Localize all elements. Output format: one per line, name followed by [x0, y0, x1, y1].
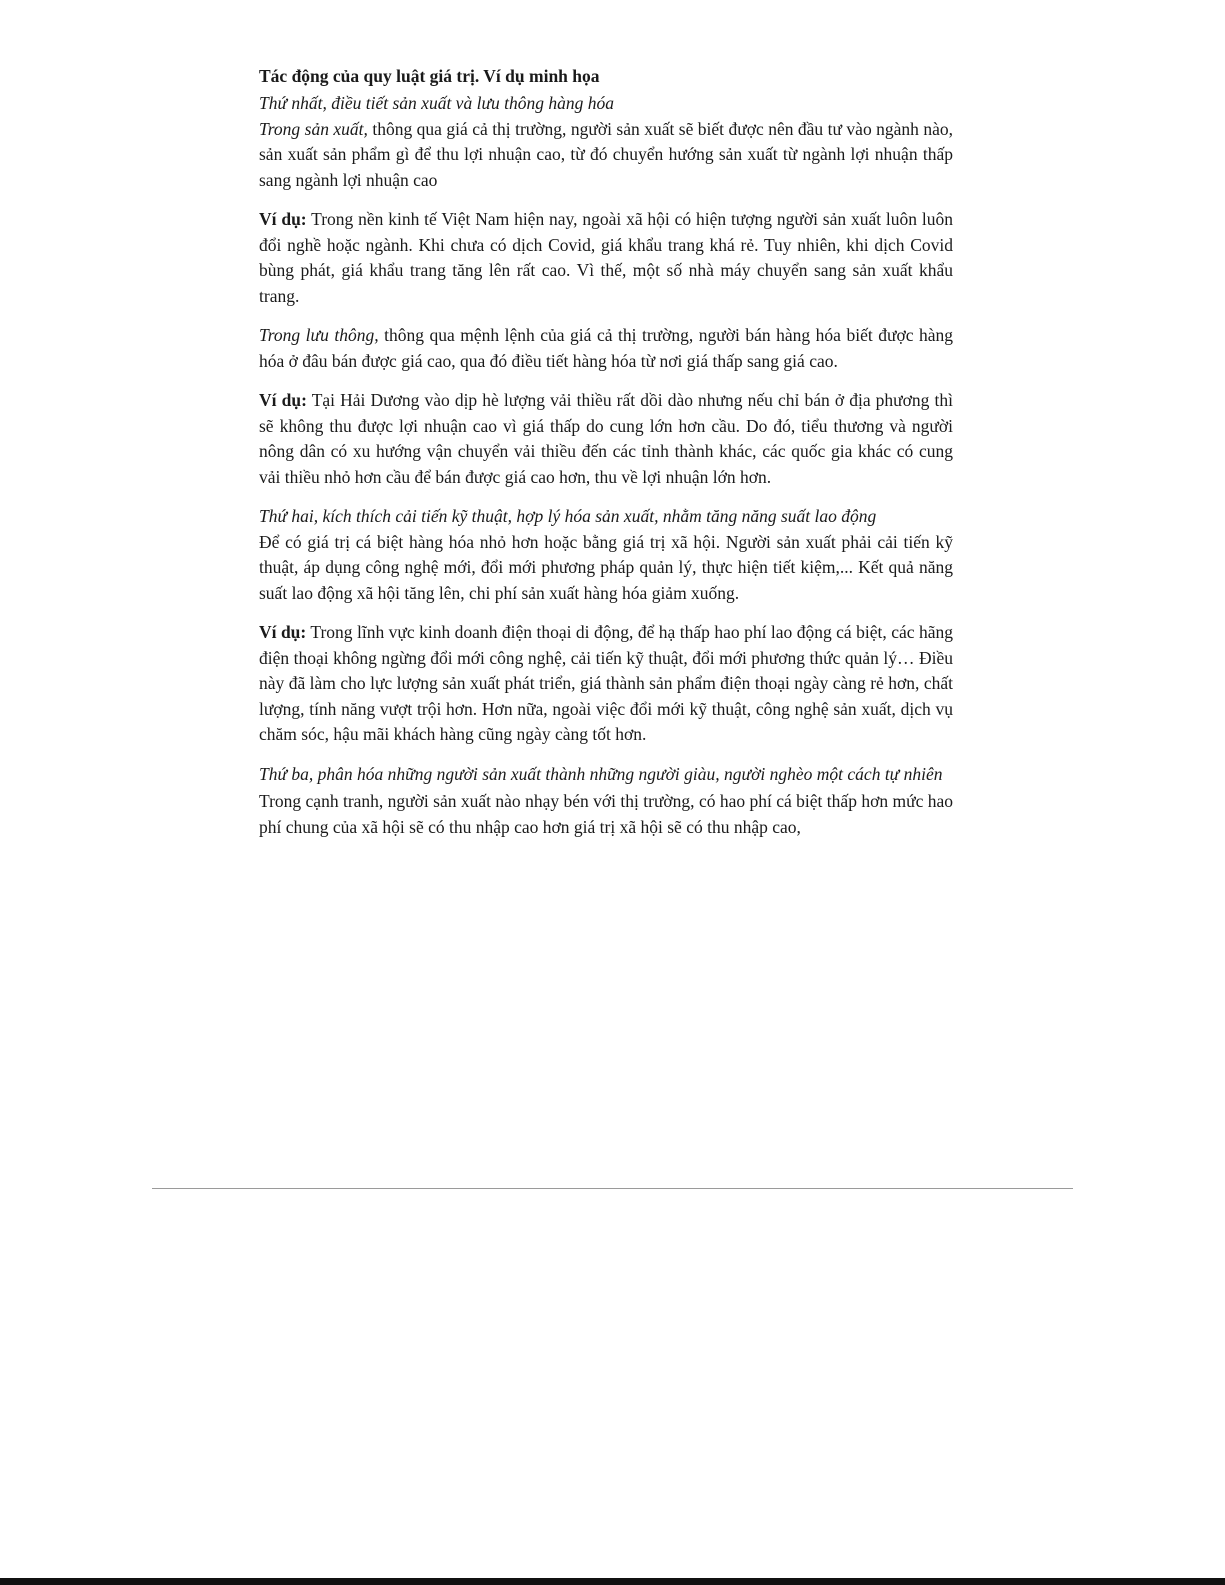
lead-in-circulation: Trong lưu thông, [259, 325, 379, 345]
example-label: Ví dụ: [259, 622, 307, 642]
section-2-title: Thứ hai, kích thích cải tiến kỹ thuật, hợp lý hóa sản xuất, nhằm tăng năng suất lao động [259, 506, 877, 526]
example-label: Ví dụ: [259, 209, 307, 229]
example-text: Trong lĩnh vực kinh doanh điện thoại di động, để hạ thấp hao phí lao động cá biệt, các hãng điện thoại không ngừng đổi mới công nghệ, cải tiến kỹ thuật, đổi mới phương thức quản lý… Điều này đã làm cho lực lượng sản xuất phát triển, giá thành sản phẩm điện thoại ngày càng rẻ hơn, chất lượng, tính năng vượt trội hơn. Hơn nữa, ngoài việc đổi mới kỹ thuật, công nghệ sản xuất, dịch vụ chăm sóc, hậu mãi khách hàng cũng ngày càng tốt hơn. [259, 622, 953, 744]
section-1-paragraph-production [259, 117, 953, 194]
section-2-example [259, 620, 953, 748]
section-3-paragraph: Trong cạnh tranh, người sản xuất nào nhạy bén với thị trường, có hao phí cá biệt thấp hơn mức hao phí chung của xã hội sẽ có thu nhập cao hơn giá trị xã hội sẽ có thu nhập cao, [259, 791, 953, 837]
paragraph-text: thông qua mệnh lệnh của giá cả thị trường, người bán hàng hóa biết được hàng hóa ở đâu bán được giá cao, qua đó điều tiết hàng hóa từ nơi giá thấp sang giá cao. [259, 325, 953, 371]
page-bottom-edge [0, 1578, 1225, 1585]
example-text: Trong nền kinh tế Việt Nam hiện nay, ngoài xã hội có hiện tượng người sản xuất luôn luôn đổi nghề hoặc ngành. Khi chưa có dịch Covid, giá khẩu trang khá rẻ. Tuy nhiên, khi dịch Covid bùng phát, giá khẩu trang tăng lên rất cao. Vì thế, một số nhà máy chuyển sang sản xuất khẩu trang. [259, 209, 953, 306]
example-label: Ví dụ: [259, 390, 307, 410]
document-page [259, 62, 953, 840]
section-1-paragraph-circulation [259, 323, 953, 374]
document-heading: Tác động của quy luật giá trị. Ví dụ minh họa [259, 66, 600, 86]
page-divider-line [152, 1188, 1073, 1189]
section-1-example-1 [259, 207, 953, 309]
paragraph-text: thông qua giá cả thị trường, người sản xuất sẽ biết được nên đầu tư vào ngành nào, sản xuất sản phẩm gì để thu lợi nhuận cao, từ đó chuyển hướng sản xuất từ ngành lợi nhuận thấp sang ngành lợi nhuận cao [259, 118, 954, 190]
section-3-title: Thứ ba, phân hóa những người sản xuất thành những người giàu, người nghèo một cách tự nhiên [259, 763, 943, 784]
example-text: Tại Hải Dương vào dịp hè lượng vải thiều rất dồi dào nhưng nếu chỉ bán ở địa phương thì sẽ không thu được lợi nhuận cao vì giá thấp do cung lớn hơn cầu. Do đó, tiểu thương và người nông dân có xu hướng vận chuyển vải thiều đến các tỉnh thành khác, các quốc gia khác có cung vải thiều nhỏ hơn cầu để bán được giá cao hơn, thu về lợi nhuận lớn hơn. [259, 390, 953, 487]
section-1-example-2 [259, 388, 953, 490]
lead-in-production: Trong sản xuất, [259, 118, 368, 139]
section-1-title: Thứ nhất, điều tiết sản xuất và lưu thông hàng hóa [259, 93, 614, 113]
section-2-paragraph: Để có giá trị cá biệt hàng hóa nhỏ hơn hoặc bằng giá trị xã hội. Người sản xuất phải cải tiến kỹ thuật, áp dụng công nghệ mới, đổi mới phương pháp quản lý, thực hiện tiết kiệm,... Kết quả năng suất lao động xã hội tăng lên, chi phí sản xuất hàng hóa giảm xuống. [259, 531, 953, 603]
